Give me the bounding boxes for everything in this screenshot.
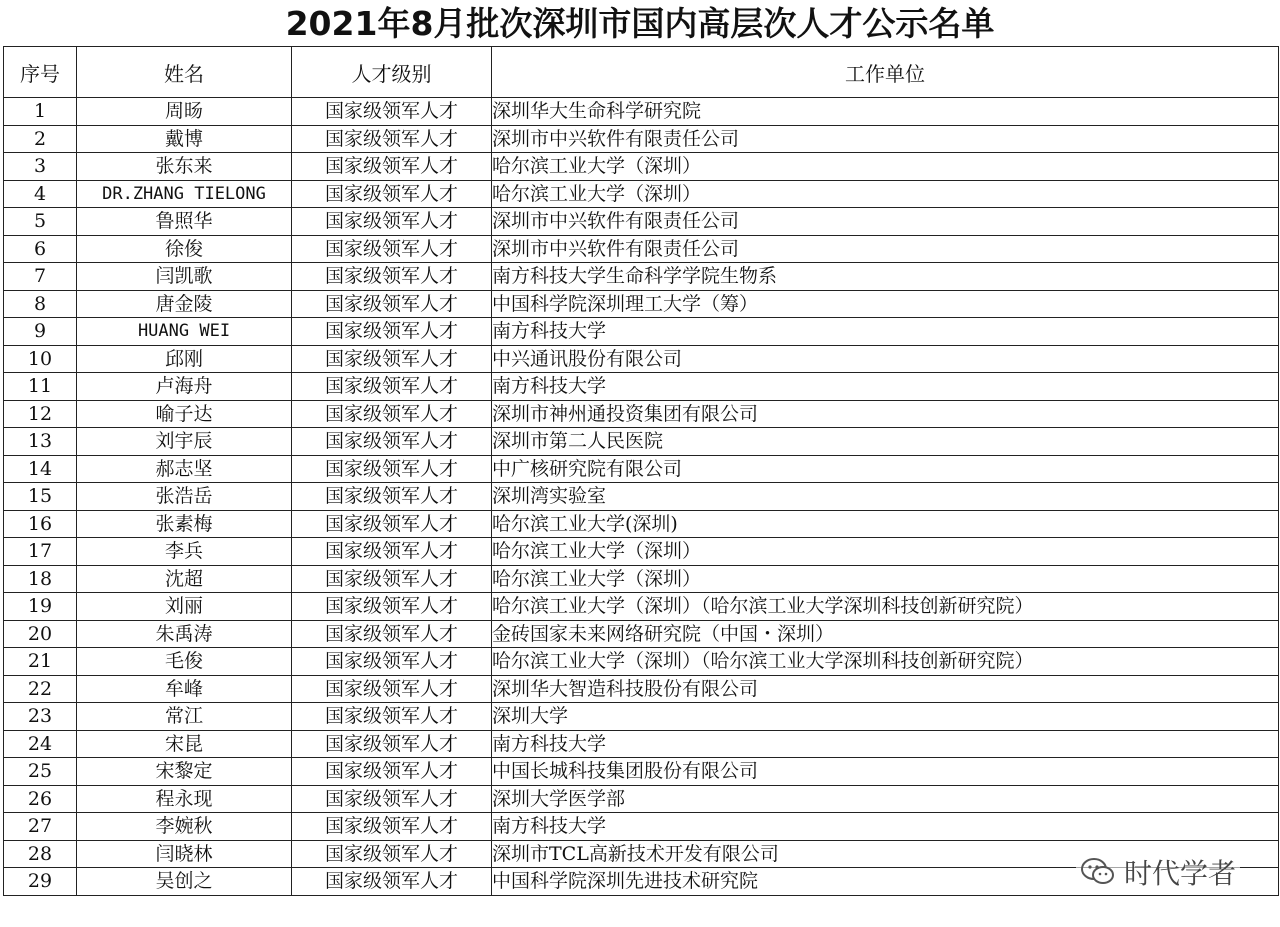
table-row <box>4 675 1279 703</box>
row-level: 国家级领军人才 <box>292 428 492 456</box>
table-row <box>4 510 1279 538</box>
row-unit: 中国长城科技集团股份有限公司 <box>492 758 1279 786</box>
row-unit: 哈尔滨工业大学（深圳） <box>492 565 1279 593</box>
table-row <box>4 400 1279 428</box>
row-unit: 南方科技大学 <box>492 730 1279 758</box>
row-unit: 南方科技大学生命科学学院生物系 <box>492 263 1279 291</box>
table-header-row <box>4 47 1279 98</box>
row-level: 国家级领军人才 <box>292 290 492 318</box>
row-name: 张东来 <box>77 153 292 181</box>
table-row <box>4 703 1279 731</box>
row-name: 闫凯歌 <box>77 263 292 291</box>
row-number: 9 <box>4 318 77 346</box>
row-name: 牟峰 <box>77 675 292 703</box>
table-row <box>4 538 1279 566</box>
row-name: 喻子达 <box>77 400 292 428</box>
row-level: 国家级领军人才 <box>292 593 492 621</box>
row-level: 国家级领军人才 <box>292 345 492 373</box>
row-level: 国家级领军人才 <box>292 510 492 538</box>
row-number: 10 <box>4 345 77 373</box>
table-row <box>4 730 1279 758</box>
row-name: 鲁照华 <box>77 208 292 236</box>
table-row <box>4 180 1279 208</box>
row-name: 吴创之 <box>77 868 292 896</box>
row-name: 周旸 <box>77 98 292 126</box>
row-number: 16 <box>4 510 77 538</box>
row-number: 1 <box>4 98 77 126</box>
row-number: 3 <box>4 153 77 181</box>
row-name: 程永现 <box>77 785 292 813</box>
row-number: 15 <box>4 483 77 511</box>
table-row <box>4 758 1279 786</box>
row-name: 宋昆 <box>77 730 292 758</box>
row-unit: 深圳市TCL高新技术开发有限公司 <box>492 840 1279 868</box>
table-row <box>4 648 1279 676</box>
table-row <box>4 208 1279 236</box>
row-name: 李兵 <box>77 538 292 566</box>
document-title: 2021年8月批次深圳市国内高层次人才公示名单 <box>285 4 995 43</box>
row-number: 12 <box>4 400 77 428</box>
row-level: 国家级领军人才 <box>292 703 492 731</box>
row-level: 国家级领军人才 <box>292 868 492 896</box>
row-level: 国家级领军人才 <box>292 263 492 291</box>
row-number: 7 <box>4 263 77 291</box>
row-number: 23 <box>4 703 77 731</box>
row-unit: 深圳市中兴软件有限责任公司 <box>492 235 1279 263</box>
row-number: 11 <box>4 373 77 401</box>
row-number: 6 <box>4 235 77 263</box>
row-level: 国家级领军人才 <box>292 675 492 703</box>
row-level: 国家级领军人才 <box>292 785 492 813</box>
row-level: 国家级领军人才 <box>292 565 492 593</box>
talent-table <box>3 46 1279 896</box>
table-row <box>4 565 1279 593</box>
table-row <box>4 785 1279 813</box>
row-number: 26 <box>4 785 77 813</box>
table-row <box>4 153 1279 181</box>
row-level: 国家级领军人才 <box>292 318 492 346</box>
row-unit: 深圳大学 <box>492 703 1279 731</box>
table-row <box>4 373 1279 401</box>
row-unit: 中国科学院深圳先进技术研究院 <box>492 868 1279 896</box>
row-number: 2 <box>4 125 77 153</box>
row-name: 毛俊 <box>77 648 292 676</box>
row-level: 国家级领军人才 <box>292 153 492 181</box>
row-unit: 中兴通讯股份有限公司 <box>492 345 1279 373</box>
row-name: 唐金陵 <box>77 290 292 318</box>
row-level: 国家级领军人才 <box>292 538 492 566</box>
row-number: 28 <box>4 840 77 868</box>
header-name: 姓名 <box>77 47 292 98</box>
row-number: 13 <box>4 428 77 456</box>
row-number: 22 <box>4 675 77 703</box>
row-unit: 哈尔滨工业大学（深圳） <box>492 180 1279 208</box>
row-unit: 南方科技大学 <box>492 813 1279 841</box>
row-number: 25 <box>4 758 77 786</box>
row-level: 国家级领军人才 <box>292 455 492 483</box>
row-number: 4 <box>4 180 77 208</box>
header-level: 人才级别 <box>292 47 492 98</box>
table-row <box>4 593 1279 621</box>
row-number: 27 <box>4 813 77 841</box>
table-row <box>4 620 1279 648</box>
table-row <box>4 263 1279 291</box>
row-level: 国家级领军人才 <box>292 235 492 263</box>
watermark <box>1076 852 1240 892</box>
row-level: 国家级领军人才 <box>292 730 492 758</box>
header-unit: 工作单位 <box>492 47 1279 98</box>
row-unit: 深圳大学医学部 <box>492 785 1279 813</box>
row-name: 张素梅 <box>77 510 292 538</box>
row-number: 19 <box>4 593 77 621</box>
row-unit: 哈尔滨工业大学（深圳） <box>492 153 1279 181</box>
row-name: 郝志坚 <box>77 455 292 483</box>
row-unit: 深圳华大生命科学研究院 <box>492 98 1279 126</box>
row-unit: 哈尔滨工业大学(深圳) <box>492 510 1279 538</box>
row-name: DR.ZHANG TIELONG <box>77 180 292 208</box>
row-unit: 金砖国家未来网络研究院（中国・深圳） <box>492 620 1279 648</box>
row-level: 国家级领军人才 <box>292 483 492 511</box>
row-name: 常江 <box>77 703 292 731</box>
row-number: 14 <box>4 455 77 483</box>
row-unit: 中广核研究院有限公司 <box>492 455 1279 483</box>
row-unit: 深圳市第二人民医院 <box>492 428 1279 456</box>
row-number: 17 <box>4 538 77 566</box>
row-number: 20 <box>4 620 77 648</box>
row-unit: 南方科技大学 <box>492 318 1279 346</box>
row-name: 宋黎定 <box>77 758 292 786</box>
table-row <box>4 290 1279 318</box>
row-level: 国家级领军人才 <box>292 373 492 401</box>
table-row <box>4 455 1279 483</box>
row-unit: 深圳华大智造科技股份有限公司 <box>492 675 1279 703</box>
row-level: 国家级领军人才 <box>292 758 492 786</box>
row-unit: 哈尔滨工业大学（深圳） <box>492 538 1279 566</box>
wechat-icon <box>1080 857 1116 887</box>
row-number: 18 <box>4 565 77 593</box>
row-level: 国家级领军人才 <box>292 620 492 648</box>
row-name: 戴博 <box>77 125 292 153</box>
row-unit: 中国科学院深圳理工大学（筹） <box>492 290 1279 318</box>
row-number: 21 <box>4 648 77 676</box>
row-name: 闫晓林 <box>77 840 292 868</box>
table-row <box>4 345 1279 373</box>
row-name: 邱刚 <box>77 345 292 373</box>
table-row <box>4 483 1279 511</box>
row-name: 张浩岳 <box>77 483 292 511</box>
row-number: 8 <box>4 290 77 318</box>
row-name: 徐俊 <box>77 235 292 263</box>
row-unit: 深圳市神州通投资集团有限公司 <box>492 400 1279 428</box>
row-name: 卢海舟 <box>77 373 292 401</box>
row-unit: 深圳湾实验室 <box>492 483 1279 511</box>
row-name: HUANG WEI <box>77 318 292 346</box>
row-unit: 哈尔滨工业大学（深圳）（哈尔滨工业大学深圳科技创新研究院） <box>492 648 1279 676</box>
row-name: 刘宇辰 <box>77 428 292 456</box>
row-number: 24 <box>4 730 77 758</box>
row-level: 国家级领军人才 <box>292 208 492 236</box>
row-level: 国家级领军人才 <box>292 648 492 676</box>
row-name: 朱禹涛 <box>77 620 292 648</box>
table-row <box>4 428 1279 456</box>
row-number: 5 <box>4 208 77 236</box>
row-name: 沈超 <box>77 565 292 593</box>
table-row <box>4 235 1279 263</box>
row-name: 刘丽 <box>77 593 292 621</box>
row-unit: 哈尔滨工业大学（深圳）（哈尔滨工业大学深圳科技创新研究院） <box>492 593 1279 621</box>
row-unit: 深圳市中兴软件有限责任公司 <box>492 125 1279 153</box>
table-row <box>4 125 1279 153</box>
table-row <box>4 98 1279 126</box>
row-name: 李婉秋 <box>77 813 292 841</box>
row-number: 29 <box>4 868 77 896</box>
header-number: 序号 <box>4 47 77 98</box>
table-row <box>4 813 1279 841</box>
row-level: 国家级领军人才 <box>292 840 492 868</box>
row-unit: 深圳市中兴软件有限责任公司 <box>492 208 1279 236</box>
row-level: 国家级领军人才 <box>292 98 492 126</box>
row-level: 国家级领军人才 <box>292 180 492 208</box>
watermark-text: 时代学者 <box>1123 857 1236 890</box>
row-level: 国家级领军人才 <box>292 813 492 841</box>
table-row <box>4 318 1279 346</box>
row-level: 国家级领军人才 <box>292 125 492 153</box>
row-level: 国家级领军人才 <box>292 400 492 428</box>
row-unit: 南方科技大学 <box>492 373 1279 401</box>
